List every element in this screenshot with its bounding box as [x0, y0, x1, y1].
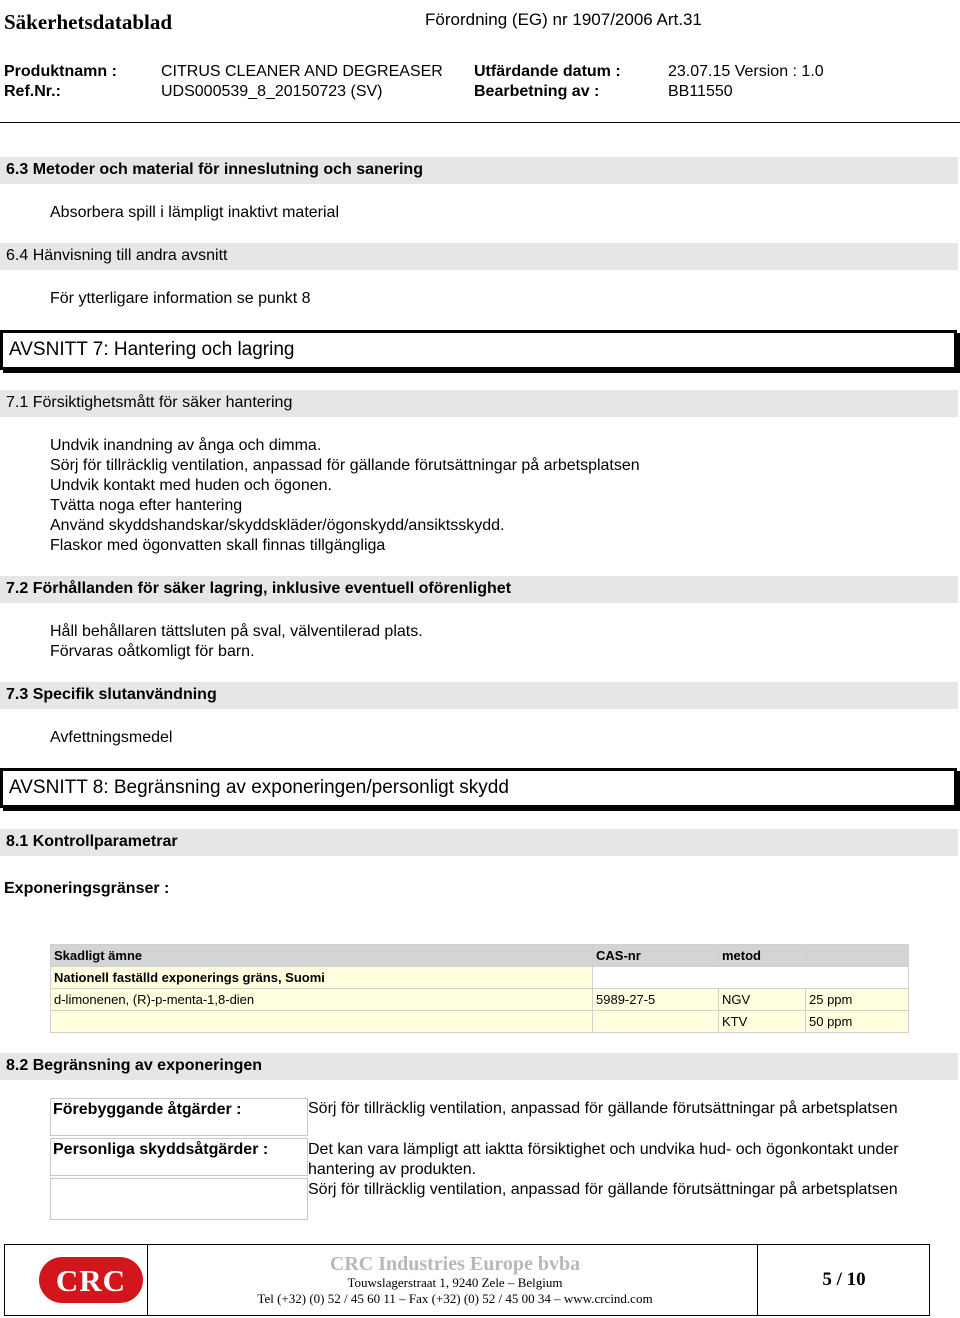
cas-cell-empty — [593, 1011, 719, 1033]
subsection-7-1-bar — [0, 390, 958, 417]
logo-box — [5, 1245, 148, 1315]
preventive-measures-text: Sörj för tillräcklig ventilation, anpassad för gällande förutsättningar på arbetsplatsen — [308, 1100, 898, 1117]
column-header-value — [806, 945, 909, 967]
issued-date-label: Utfärdande datum : — [474, 63, 621, 80]
processing-value: BB11550 — [668, 83, 733, 100]
handling-line: Använd skyddshandskar/skyddskläder/ögonskydd/ansiktsskydd. — [50, 517, 505, 534]
company-contact: Tel (+32) (0) 52 / 45 60 11 – Fax (+32) (0) 52 / 45 00 34 – www.crcind.com — [257, 1291, 653, 1306]
company-address: Touwslagerstraat 1, 9240 Zele – Belgium — [347, 1275, 563, 1290]
section-8-header — [0, 768, 957, 808]
measures-empty-cell — [50, 1178, 308, 1220]
group-empty-cell — [593, 967, 909, 989]
subsection-7-3-heading: 7.3 Specifik slutanvändning — [6, 686, 217, 703]
storage-line: Förvaras oåtkomligt för barn. — [50, 643, 255, 660]
cas-cell: 5989-27-5 — [593, 989, 719, 1011]
subsection-7-2-heading: 7.2 Förhållanden för säker lagring, inklusive eventuell oförenlighet — [6, 580, 512, 597]
subsection-8-2-heading: 8.2 Begränsning av exponeringen — [6, 1057, 263, 1074]
preventive-measures-label: Förebyggande åtgärder : — [50, 1098, 308, 1136]
company-name: CRC Industries Europe bvba — [329, 1253, 581, 1275]
value-cell: 50 ppm — [806, 1011, 909, 1033]
handling-line: Tvätta noga efter hantering — [50, 497, 243, 514]
substance-cell-empty — [51, 1011, 593, 1033]
subsection-6-3-heading: 6.3 Metoder och material för inneslutning och sanering — [6, 161, 423, 178]
subsection-7-1-text — [50, 436, 640, 556]
exposure-limits-table — [50, 944, 909, 1033]
subsection-7-3-text: Avfettningsmedel — [50, 729, 173, 746]
page-footer — [4, 1244, 930, 1316]
subsection-6-3-text: Absorbera spill i lämpligt inaktivt material — [50, 204, 339, 221]
subsection-6-4-heading: 6.4 Hänvisning till andra avsnitt — [6, 247, 228, 264]
section-8-title: AVSNITT 8: Begränsning av exponeringen/personligt skydd — [9, 777, 509, 798]
subsection-7-2-text — [50, 622, 423, 662]
handling-line: Sörj för tillräcklig ventilation, anpassad för gällande förutsättningar på arbetsplatsen — [50, 457, 640, 474]
column-header-substance: Skadligt ämne — [51, 945, 593, 967]
subsection-6-3-bar — [0, 157, 958, 184]
value-cell: 25 ppm — [806, 989, 909, 1011]
subsection-7-2-bar — [0, 576, 958, 603]
subsection-8-1-heading: 8.1 Kontrollparametrar — [6, 833, 178, 850]
method-cell: KTV — [719, 1011, 806, 1033]
section-7-header — [0, 330, 957, 370]
processing-label: Bearbetning av : — [474, 83, 600, 100]
regulation-reference: Förordning (EG) nr 1907/2006 Art.31 — [425, 10, 702, 29]
table-group-row — [51, 967, 909, 989]
table-row — [51, 1011, 909, 1033]
handling-line: Undvik kontakt med huden och ögonen. — [50, 477, 332, 494]
substance-cell: d-limonenen, (R)-p-menta-1,8-dien — [51, 989, 593, 1011]
handling-line: Flaskor med ögonvatten skall finnas tillgängliga — [50, 537, 386, 554]
personal-protection-text: Det kan vara lämpligt att iaktta försiktighet och undvika hud- och ögonkontakt under hantering av produkten. — [308, 1141, 899, 1178]
table-header-row — [51, 945, 909, 967]
page-number: 5 / 10 — [822, 1269, 866, 1290]
subsection-7-1-heading: 7.1 Försiktighetsmått för säker hantering — [6, 394, 293, 411]
logo-text: CRC — [55, 1263, 127, 1298]
subsection-7-3-bar — [0, 682, 958, 709]
subsection-8-2-bar — [0, 1053, 958, 1080]
ref-number-value: UDS000539_8_20150723 (SV) — [161, 83, 383, 100]
handling-line: Undvik inandning av ånga och dimma. — [50, 437, 322, 454]
personal-protection-label: Personliga skyddsåtgärder : — [50, 1138, 308, 1176]
storage-line: Håll behållaren tättsluten på sval, välventilerad plats. — [50, 623, 423, 640]
header-divider — [0, 122, 960, 123]
product-name-label: Produktnamn : — [4, 63, 117, 80]
table-row — [51, 989, 909, 1011]
subsection-6-4-bar — [0, 243, 958, 270]
method-cell: NGV — [719, 989, 806, 1011]
exposure-limits-label: Exponeringsgränser : — [4, 880, 170, 897]
section-7-title: AVSNITT 7: Hantering och lagring — [9, 339, 295, 360]
product-name-value: CITRUS CLEANER AND DEGREASER — [161, 63, 443, 80]
crc-logo — [39, 1257, 143, 1303]
subsection-6-4-text: För ytterligare information se punkt 8 — [50, 290, 311, 307]
issued-date-value: 23.07.15 Version : 1.0 — [668, 63, 824, 80]
group-label-cell: Nationell faställd exponerings gräns, Suomi — [51, 967, 593, 989]
page-number-box — [757, 1245, 930, 1315]
personal-protection-text-2: Sörj för tillräcklig ventilation, anpassad för gällande förutsättningar på arbetsplatsen — [308, 1181, 898, 1198]
ref-number-label: Ref.Nr.: — [4, 83, 61, 100]
document-title: Säkerhetsdatablad — [4, 10, 173, 34]
column-header-cas: CAS-nr — [593, 945, 719, 967]
subsection-8-1-bar — [0, 829, 958, 856]
company-info — [155, 1253, 755, 1307]
column-header-method: metod — [719, 945, 806, 967]
